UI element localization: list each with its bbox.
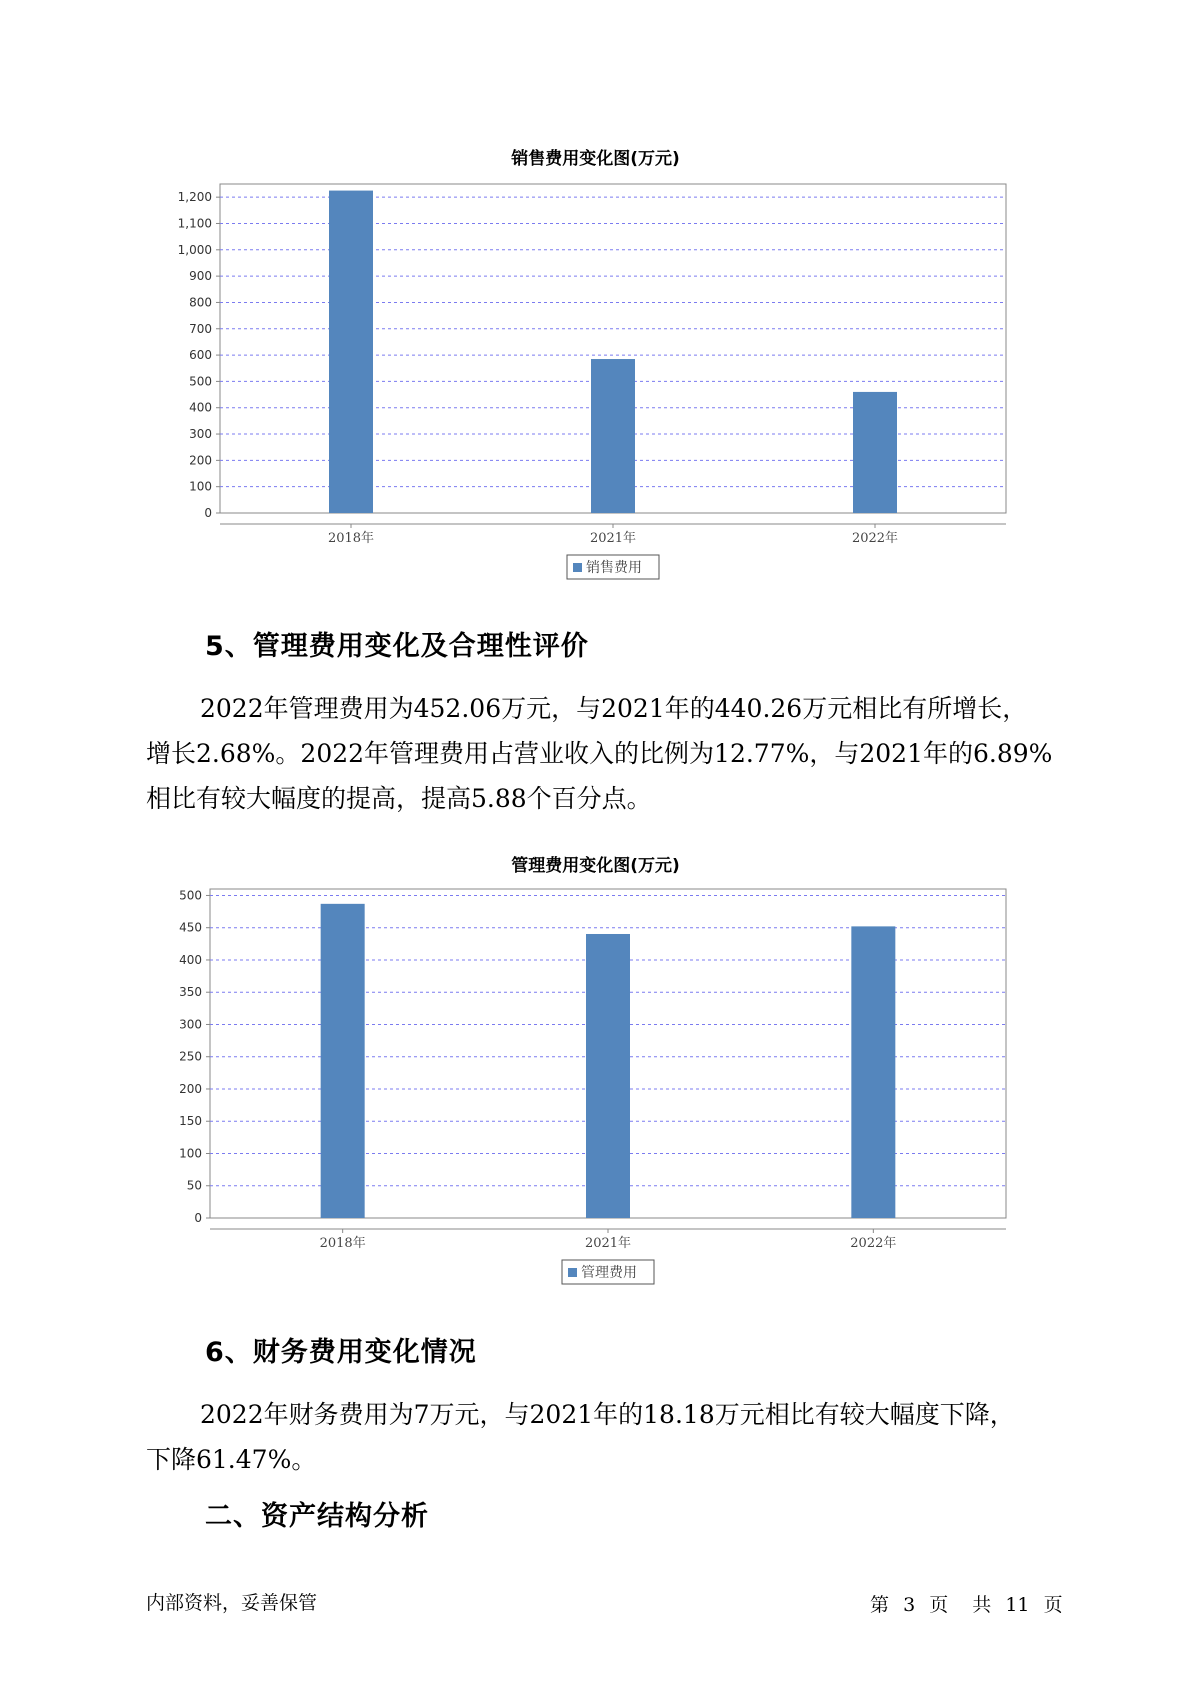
sales-x-tick-label: 2018年: [327, 531, 375, 546]
sales-y-tick-label: 100: [189, 479, 212, 494]
admin-y-tick-label: 500: [179, 888, 202, 903]
footer-page-prefix: 第: [870, 1594, 890, 1616]
section6-paragraph: [146, 1392, 1056, 1482]
admin-y-tick-label: 400: [179, 952, 202, 967]
footer-page-number: [870, 1590, 1063, 1617]
footer-page-mid: 页: [929, 1594, 949, 1616]
admin-y-tick-label: 0: [194, 1211, 202, 1225]
section2-heading: 二、资产结构分析: [205, 1501, 429, 1532]
sales-x-tick-label: 2022年: [851, 531, 899, 546]
admin-bar: [851, 926, 895, 1218]
admin-bar: [321, 904, 365, 1218]
sales-y-tick-label: 200: [189, 453, 212, 468]
admin-y-tick-label: 350: [179, 985, 202, 1000]
admin-chart-title: 管理费用变化图(万元): [511, 856, 680, 876]
sales-y-tick-label: 800: [189, 295, 212, 310]
section6-heading: 6、财务费用变化情况: [205, 1337, 477, 1368]
footer-total-pages: 11: [1005, 1594, 1030, 1616]
section5-line-1: 2022年管理费用为452.06万元，与2021年的440.26万元相比有所增长，: [200, 694, 1028, 723]
admin-y-tick-label: 150: [179, 1114, 202, 1129]
section5-line-3: 相比有较大幅度的提高，提高5.88个百分点。: [146, 784, 652, 813]
sales-y-tick-label: 0: [204, 506, 212, 520]
sales-y-tick-label: 1,000: [177, 242, 212, 257]
sales-y-tick-label: 400: [189, 400, 212, 415]
admin-x-tick-label: 2021年: [584, 1236, 632, 1251]
sales-y-tick-label: 600: [189, 348, 212, 363]
footer-total-suffix: 页: [1043, 1594, 1063, 1616]
section6-line-1: 2022年财务费用为7万元，与2021年的18.18万元相比有较大幅度下降，: [200, 1400, 1015, 1429]
sales-y-tick-label: 300: [189, 427, 212, 442]
section6-line-2: 下降61.47%。: [146, 1445, 317, 1474]
footer-current-page: 3: [903, 1594, 916, 1616]
admin-legend-swatch: [568, 1268, 577, 1277]
section5-heading: 5、管理费用变化及合理性评价: [205, 631, 589, 662]
sales-y-tick-label: 500: [189, 374, 212, 389]
sales-chart-title: 销售费用变化图(万元): [511, 149, 680, 169]
admin-y-tick-label: 300: [179, 1017, 202, 1032]
sales-x-tick-label: 2021年: [589, 531, 637, 546]
admin-y-tick-label: 450: [179, 920, 202, 935]
admin-x-tick-label: 2022年: [850, 1236, 897, 1251]
sales-legend-label: 销售费用: [586, 560, 642, 576]
sales-y-tick-label: 1,200: [177, 190, 212, 205]
section5-line-2: 增长2.68%。2022年管理费用占营业收入的比例为12.77%，与2021年的6.89%: [146, 739, 1053, 768]
footer-confidential-note: 内部资料，妥善保管: [146, 1592, 318, 1614]
admin-bar: [586, 934, 630, 1218]
admin-y-tick-label: 100: [179, 1146, 202, 1161]
admin-x-tick-label: 2018年: [319, 1236, 366, 1251]
sales-y-tick-label: 900: [189, 269, 212, 284]
sales-y-tick-label: 1,100: [177, 216, 212, 231]
admin-legend-label: 管理费用: [581, 1265, 637, 1281]
admin-y-tick-label: 250: [179, 1049, 202, 1064]
sales-y-tick-label: 700: [189, 321, 212, 336]
footer-total-prefix: 共: [972, 1594, 992, 1616]
admin-y-tick-label: 200: [179, 1081, 202, 1096]
admin-y-tick-label: 50: [186, 1178, 202, 1193]
